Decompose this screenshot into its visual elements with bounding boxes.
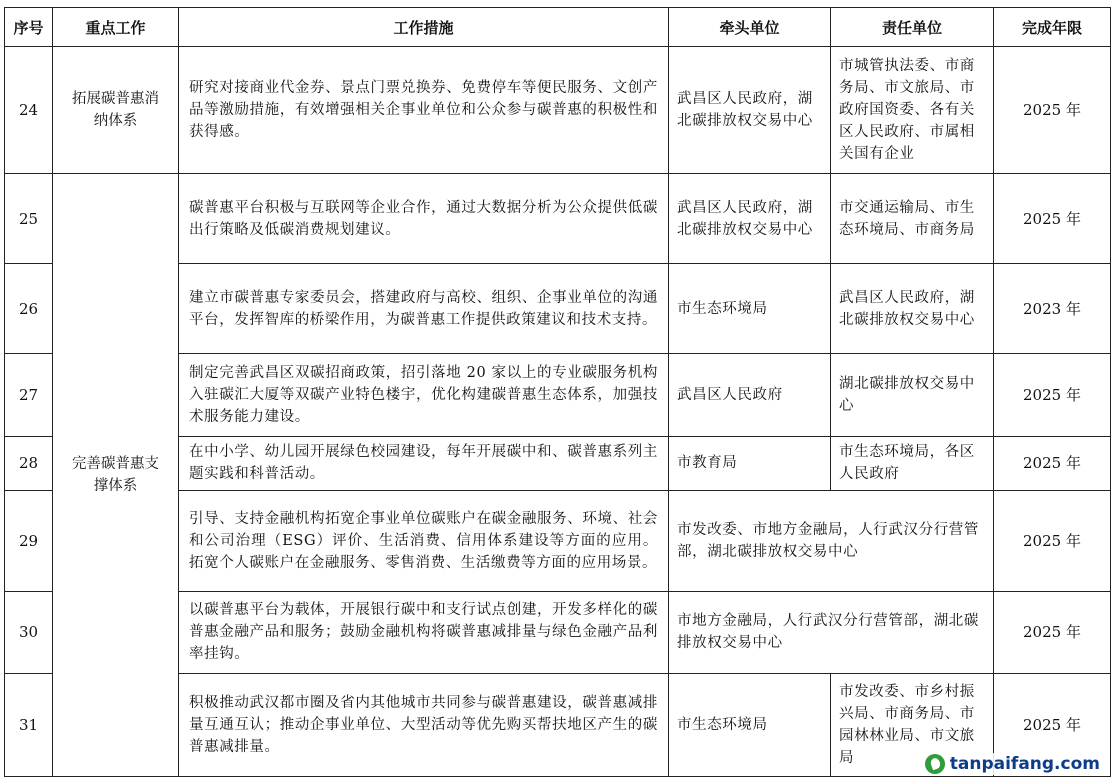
measure-cell: 以碳普惠平台为载体，开展银行碳中和支行试点创建，开发多样化的碳普惠金融产品和服务；鼓励金融机构将碳普惠减排量与绿色金融产品利率挂钩。 — [179, 591, 669, 674]
header-responsible-unit: 责任单位 — [831, 8, 994, 47]
responsible-unit-cell: 市生态环境局，各区人民政府 — [831, 436, 994, 490]
row-number: 27 — [5, 354, 53, 437]
responsible-unit-cell: 湖北碳排放权交易中心 — [831, 354, 994, 437]
responsible-unit-cell: 市交通运输局、市生态环境局、市商务局 — [831, 173, 994, 264]
row-number: 25 — [5, 173, 53, 264]
measure-cell: 在中小学、幼儿园开展绿色校园建设，每年开展碳中和、碳普惠系列主题实践和科普活动。 — [179, 436, 669, 490]
measure-cell: 制定完善武昌区双碳招商政策，招引落地 20 家以上的专业碳服务机构入驻碳汇大厦等双碳产业特色楼宇，优化构建碳普惠生态体系，加强技术服务能力建设。 — [179, 354, 669, 437]
measure-cell: 碳普惠平台积极与互联网等企业合作，通过大数据分析为公众提供低碳出行策略及低碳消费规划建议。 — [179, 173, 669, 264]
key-task-cell: 完善碳普惠支撑体系 — [53, 173, 179, 776]
lead-unit-cell: 市教育局 — [669, 436, 831, 490]
responsible-unit-cell: 市发改委、市乡村振兴局、市商务局、市园林林业局、市文旅局 — [831, 674, 994, 777]
lead-unit-cell: 武昌区人民政府，湖北碳排放权交易中心 — [669, 173, 831, 264]
row-number: 31 — [5, 674, 53, 777]
header-serial: 序号 — [5, 8, 53, 47]
merged-units-cell: 市发改委、市地方金融局，人行武汉分行营管部，湖北碳排放权交易中心 — [669, 491, 994, 592]
table-row — [5, 173, 1111, 264]
table-row — [5, 47, 1111, 174]
header-measures: 工作措施 — [179, 8, 669, 47]
measure-cell: 建立市碳普惠专家委员会，搭建政府与高校、组织、企事业单位的沟通平台，发挥智库的桥梁作用，为碳普惠工作提供政策建议和技术支持。 — [179, 264, 669, 354]
deadline-cell: 2025 年 — [994, 47, 1111, 174]
row-number: 26 — [5, 264, 53, 354]
row-number: 24 — [5, 47, 53, 174]
deadline-cell: 2025 年 — [994, 491, 1111, 592]
lead-unit-cell: 武昌区人民政府 — [669, 354, 831, 437]
watermark-text: tanpaifang.com — [949, 754, 1100, 774]
row-number: 29 — [5, 491, 53, 592]
measure-cell: 引导、支持金融机构拓宽企事业单位碳账户在碳金融服务、环境、社会和公司治理（ESG）评价、生活消费、信用体系建设等方面的应用。拓宽个人碳账户在金融服务、零售消费、生活缴费等方面的应用场景。 — [179, 491, 669, 592]
deadline-cell: 2025 年 — [994, 354, 1111, 437]
deadline-cell: 2025 年 — [994, 436, 1111, 490]
measure-cell: 积极推动武汉都市圈及省内其他城市共同参与碳普惠建设，碳普惠减排量互通互认；推动企事业单位、大型活动等优先购买帮扶地区产生的碳普惠减排量。 — [179, 674, 669, 777]
work-plan-table — [4, 7, 1111, 777]
deadline-cell: 2025 年 — [994, 173, 1111, 264]
header-row — [5, 8, 1111, 47]
lead-unit-cell: 市生态环境局 — [669, 674, 831, 777]
merged-units-cell: 市地方金融局，人行武汉分行营管部，湖北碳排放权交易中心 — [669, 591, 994, 674]
deadline-cell: 2023 年 — [994, 264, 1111, 354]
header-deadline: 完成年限 — [994, 8, 1111, 47]
header-key-task: 重点工作 — [53, 8, 179, 47]
deadline-cell: 2025 年 — [994, 591, 1111, 674]
leaf-logo-icon — [925, 754, 945, 774]
lead-unit-cell: 武昌区人民政府，湖北碳排放权交易中心 — [669, 47, 831, 174]
site-watermark — [921, 753, 1104, 775]
responsible-unit-cell: 武昌区人民政府，湖北碳排放权交易中心 — [831, 264, 994, 354]
row-number: 28 — [5, 436, 53, 490]
header-lead-unit: 牵头单位 — [669, 8, 831, 47]
row-number: 30 — [5, 591, 53, 674]
deadline-cell: 2025 年 — [994, 674, 1111, 777]
lead-unit-cell: 市生态环境局 — [669, 264, 831, 354]
measure-cell: 研究对接商业代金券、景点门票兑换券、免费停车等便民服务、文创产品等激励措施，有效增强相关企事业单位和公众参与碳普惠的积极性和获得感。 — [179, 47, 669, 174]
responsible-unit-cell: 市城管执法委、市商务局、市文旅局、市政府国资委、各有关区人民政府、市属相关国有企业 — [831, 47, 994, 174]
key-task-cell: 拓展碳普惠消纳体系 — [53, 47, 179, 174]
